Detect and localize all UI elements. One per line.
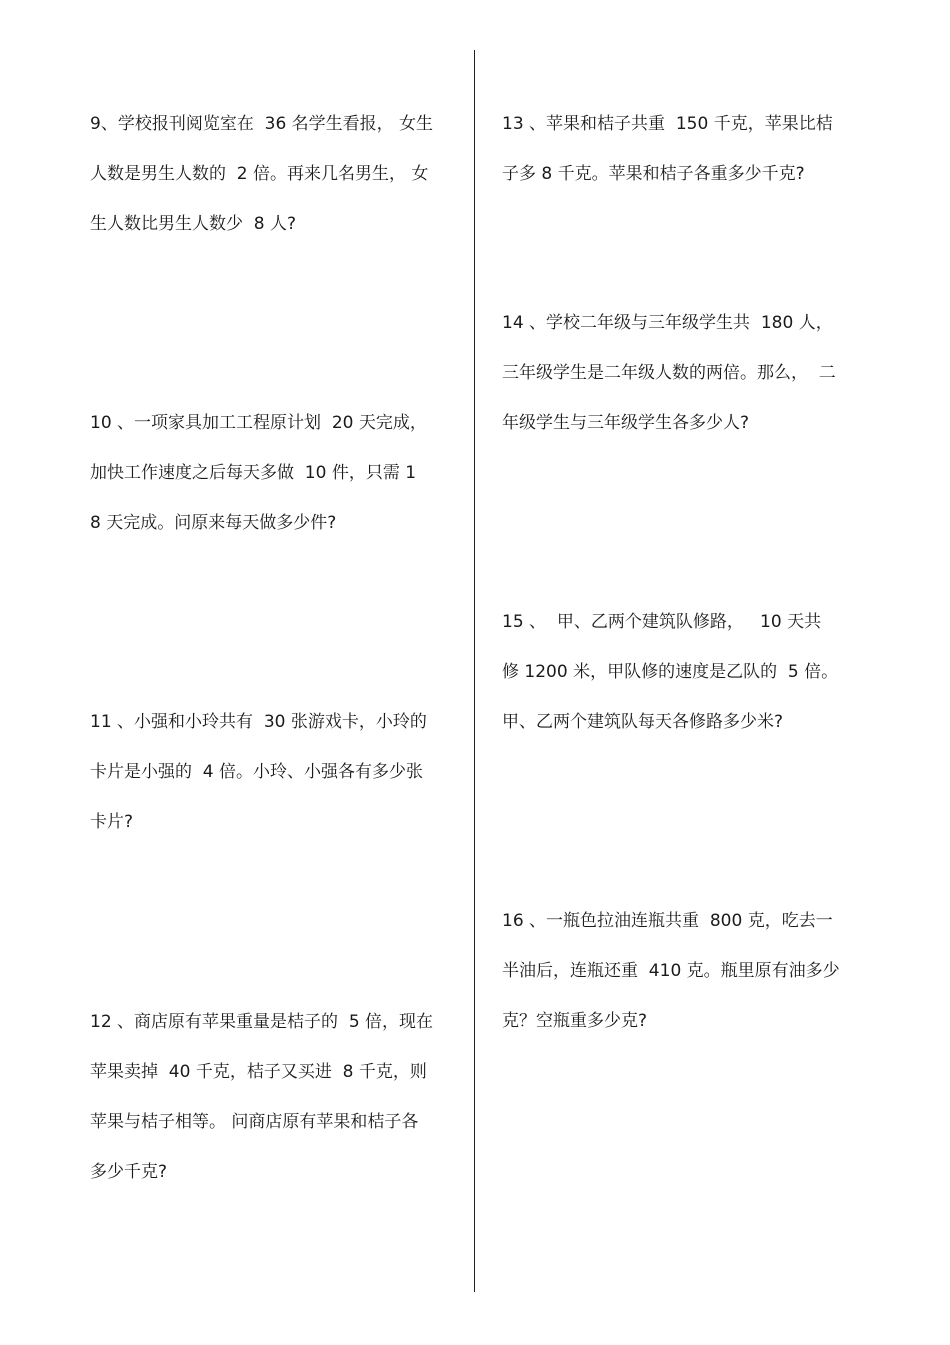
problem-10-line-3: 8 天完成。问原来每天做多少件?: [90, 513, 337, 533]
problem-14-line-3: 年级学生与三年级学生各多少人?: [502, 413, 750, 433]
problem-13: [502, 99, 833, 199]
problem-16-line-3: 克？空瓶重多少克?: [502, 1011, 648, 1031]
problem-10-line-1: 10 、一项家具加工工程原计划 20 天完成，: [90, 413, 427, 433]
problem-12-line-4: 多少千克?: [90, 1162, 168, 1182]
problem-12-line-3: 苹果与桔子相等。 问商店原有苹果和桔子各: [90, 1112, 419, 1132]
problem-15-line-3: 甲、乙两个建筑队每天各修路多少米?: [502, 712, 784, 732]
problem-9: [90, 99, 433, 249]
problem-14-line-2: 三年级学生是二年级人数的两倍。那么， 二: [502, 363, 836, 383]
problem-11-line-3: 卡片?: [90, 812, 134, 832]
problem-9-line-2: 人数是男生人数的 2 倍。再来几名男生， 女: [90, 164, 429, 184]
problem-16-line-2: 半油后，连瓶还重 410 克。瓶里原有油多少: [502, 961, 840, 981]
problem-11-line-2: 卡片是小强的 4 倍。小玲、小强各有多少张: [90, 762, 424, 782]
problem-12: [90, 997, 433, 1197]
problem-11-line-1: 11 、小强和小玲共有 30 张游戏卡，小玲的: [90, 712, 427, 732]
problem-9-line-1: 9、学校报刊阅览室在 36 名学生看报， 女生: [90, 114, 434, 134]
problem-14: [502, 298, 836, 448]
problem-10-line-2: 加快工作速度之后每天多做 10 件，只需 1: [90, 463, 417, 483]
problem-9-line-3: 生人数比男生人数少 8 人?: [90, 214, 297, 234]
problem-14-line-1: 14 、学校二年级与三年级学生共 180 人，: [502, 313, 833, 333]
problem-13-line-1: 13 、苹果和桔子共重 150 千克，苹果比桔: [502, 114, 833, 134]
problem-13-line-2: 子多 8 千克。苹果和桔子各重多少千克?: [502, 164, 805, 184]
problem-16: [502, 896, 840, 1046]
problem-15: [502, 597, 838, 747]
problem-10: [90, 398, 427, 548]
problem-16-line-1: 16 、一瓶色拉油连瓶共重 800 克，吃去一: [502, 911, 833, 931]
column-divider: [474, 50, 475, 1292]
problem-15-line-1: 15 、 甲、乙两个建筑队修路， 10 天共: [502, 612, 822, 632]
problem-12-line-1: 12 、商店原有苹果重量是桔子的 5 倍，现在: [90, 1012, 434, 1032]
problem-12-line-2: 苹果卖掉 40 千克，桔子又买进 8 千克，则: [90, 1062, 427, 1082]
problem-11: [90, 697, 427, 847]
problem-15-line-2: 修 1200 米，甲队修的速度是乙队的 5 倍。: [502, 662, 839, 682]
